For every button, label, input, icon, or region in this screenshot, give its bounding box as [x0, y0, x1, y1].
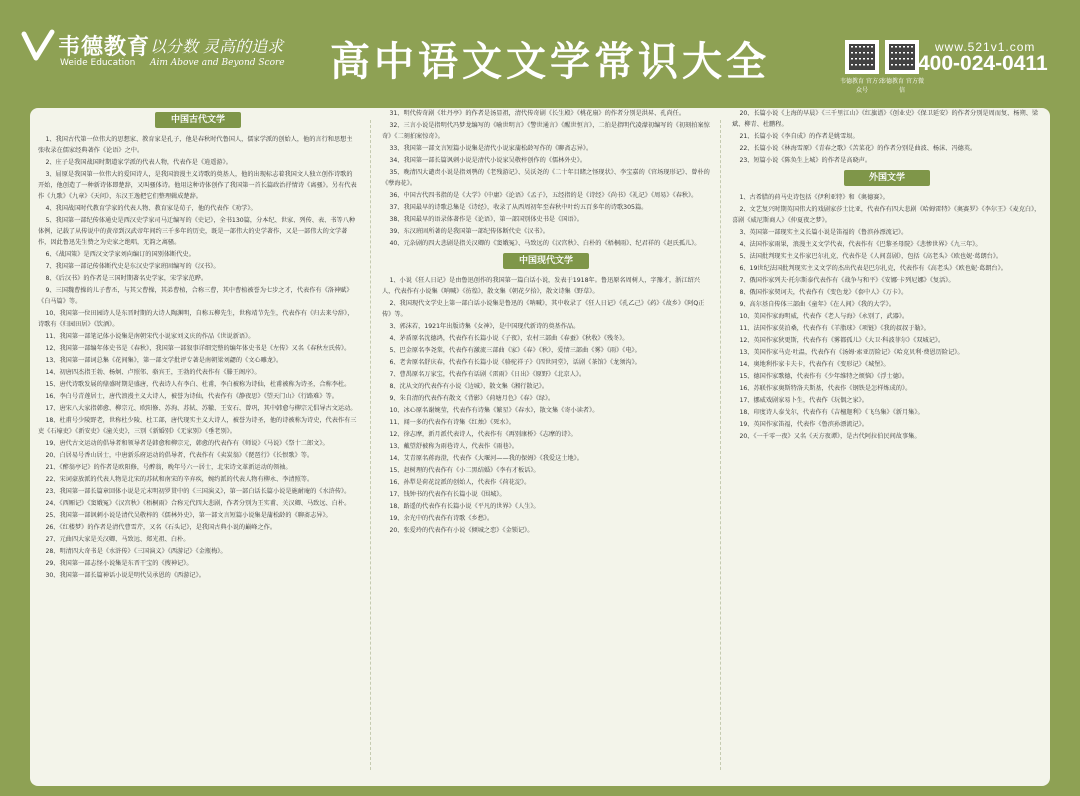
column-divider — [720, 120, 721, 770]
qr-code-icon — [845, 40, 879, 74]
list-item: 1、我国古代第一位伟大的思想家、教育家是孔子，他是春秋时代鲁国人，儒家学派的创始人，他的言行和思想主张收录在儒家经典著作《论语》之中。 — [38, 136, 353, 154]
list-item: 21、长篇小说《李自成》的作者是姚雪垠。 — [739, 133, 859, 140]
content-panel — [30, 108, 1050, 786]
list-item: 3、英国第一部现实主义长篇小说是笛福的《鲁滨孙漂流记》。 — [739, 229, 908, 236]
column-middle — [382, 108, 710, 778]
list-item: 16、李白号青莲居士，唐代浪漫主义大诗人，被誉为诗仙，代表作有《静夜思》《望天门山》《行路难》等。 — [45, 393, 338, 400]
brand-english-name: Weide Education — [60, 58, 136, 68]
phone-number[interactable]: 400-024-0411 — [918, 52, 1048, 75]
list-item: 3、屈原是我国第一位伟大的爱国诗人，是我国浪漫主义诗歌的奠基人，他的出现标志着我国文人独立创作诗歌的开始，他创造了一种新诗体即楚辞，又叫骚体诗。他用这种诗体创作了我国第一首长篇政治抒情诗《离骚》。另有代表作《九歌》《九章》《天问》，东汉王逸把它们整理辑成楚辞。 — [38, 171, 357, 200]
list-item: 9、三国魏曹操的儿子曹丕，与其父曹操，其弟曹植，合称三曹，其中曹植被誉为七步之才，代表作有《洛神赋》《白马篇》等。 — [38, 287, 353, 305]
list-item: 22、宋词豪放派的代表人物是北宋的苏轼和南宋的辛弃疾，婉约派的代表人物有柳永、李清照等。 — [45, 476, 314, 483]
list-item: 6、19世纪法国批判现实主义文学的杰出代表是巴尔扎克，代表作有《高老头》《欧也妮·葛朗台》。 — [739, 265, 1007, 272]
list-item: 8、俄国作家契诃夫，代表作有《变色龙》《套中人》《万卡》。 — [739, 289, 908, 296]
article-list — [38, 134, 358, 581]
list-item: 12、英国作家狄更斯，代表作有《雾都孤儿》《大卫·科波菲尔》《双城记》。 — [739, 337, 945, 344]
qr-caption: 韦德教育 官方公众号 — [840, 78, 884, 94]
list-item: 5、我国第一部纪传体通史是西汉史学家司马迁编写的《史记》，全书130篇，分本纪、世家、列传、表、书等八种体例，记载了从传说中的黄帝到汉武帝年间约三千多年的历史，既是一部伟大的史学著作，又是一部伟大的文学著作，因此鲁迅先生赞之为史家之绝唱，无韵之离骚。 — [38, 217, 356, 246]
list-item: 19、余光中的代表作有诗歌《乡愁》。 — [389, 515, 494, 522]
list-item: 9、朱自清的代表作有散文《背影》《荷塘月色》《春》《绿》。 — [389, 395, 555, 402]
list-item: 29、我国第一部志怪小说集是东晋干宝的《搜神记》。 — [45, 560, 193, 567]
list-item: 19、英国作家笛福，代表作《鲁滨孙漂流记》。 — [739, 421, 868, 428]
list-item: 13、我国第一部词总集《花间集》，第一部文学批评专著是南朝梁刘勰的《文心雕龙》。 — [45, 357, 283, 364]
list-item: 33、我国第一部文言短篇小说集是清代小说家蒲松龄写作的《聊斋志异》。 — [389, 145, 593, 152]
section-heading-foreign: 外国文学 — [844, 170, 930, 186]
list-item: 14、奥地利作家卡夫卡，代表作有《变形记》《城堡》。 — [739, 361, 890, 368]
list-item: 1、古希腊的荷马史诗包括《伊利亚特》和《奥德赛》。 — [739, 194, 889, 201]
list-item: 16、孙犁是荷花淀派的创始人，代表作《荷花淀》。 — [389, 479, 531, 486]
list-item: 15、德国作家歌德，代表作有《少年维特之烦恼》《浮士德》。 — [739, 373, 909, 380]
article-list — [382, 275, 710, 536]
list-item: 30、我国第一部长篇神话小说是明代吴承恩的《西游记》。 — [45, 572, 205, 579]
list-item: 25、我国第一部讽刺小说是清代吴敬梓的《儒林外史》，第一部文言短篇小说集是蒲松龄的《聊斋志异》。 — [45, 512, 332, 519]
list-item: 15、赵树理的代表作有《小二黑结婚》《李有才板话》。 — [389, 467, 540, 474]
list-item: 35、晚清四大谴责小说是指刘鹗的《老残游记》、吴沃尧的《二十年目睹之怪现状》、李宝嘉的《官场现形记》、曾朴的《孽海花》。 — [382, 169, 710, 187]
list-item: 39、东汉班固所著的是我国第一部纪传体断代史《汉书》。 — [389, 228, 549, 235]
list-item: 28、明清四大奇书是《水浒传》《三国演义》《西游记》《金瓶梅》。 — [45, 548, 227, 555]
list-item: 8、沈从文的代表作有小说《边城》，散文集《湘行散记》。 — [389, 383, 549, 390]
article-list — [732, 192, 1042, 442]
list-item: 27、元曲四大家是关汉卿、马致远、郑光祖、白朴。 — [45, 536, 190, 543]
list-item: 8、《后汉书》的作者是三国时期著名史学家，宋学家范晔。 — [45, 275, 208, 282]
list-item: 37、我国最早的诗歌总集是《诗经》，收录了从西周初年至春秋中叶约五百多年的诗歌305篇。 — [389, 204, 648, 211]
website-url[interactable]: www.521v1.com — [935, 40, 1036, 54]
list-item: 1、小说《狂人日记》是由鲁迅创作的我国第一篇白话小说，发表于1918年。鲁迅原名周树人，字豫才，浙江绍兴人，代表作有小说集《呐喊》《彷徨》，散文集《朝花夕拾》，散文诗集《野草》。 — [382, 277, 700, 295]
list-item: 18、印度诗人泰戈尔，代表作有《吉檀迦利》《飞鸟集》《新月集》。 — [739, 409, 924, 416]
list-item: 10、我国第一位田园诗人是东晋时期的大诗人陶渊明，自称五柳先生，世称靖节先生，代表作有《归去来兮辞》，诗歌有《归园田居》《饮酒》。 — [38, 310, 354, 328]
list-item: 15、唐代诗歌发展的鼎盛时期是盛唐，代表诗人有李白、杜甫，李白被称为诗仙，杜甫被称为诗圣，合称李杜。 — [45, 381, 351, 388]
column-ancient — [38, 108, 358, 778]
list-item: 5、法国批判现实主义作家巴尔扎克，代表作是《人间喜剧》，包括《高老头》《欧也妮·葛朗台》。 — [739, 253, 1003, 260]
section-heading-modern: 中国现代文学 — [503, 253, 589, 269]
list-item: 13、美国作家马克·吐温，代表作有《汤姆·索亚历险记》《哈克贝利·费恩历险记》。 — [739, 349, 964, 356]
list-item: 11、我国第一部笔记体小说集是南朝宋代小说家刘义庆的作品《世说新语》。 — [45, 333, 255, 340]
article-list — [732, 108, 1042, 166]
column-divider — [370, 120, 371, 770]
list-item: 17、钱钟书的代表作有长篇小说《围城》。 — [389, 491, 506, 498]
column-foreign — [732, 108, 1042, 778]
list-item: 4、法国作家雨果，浪漫主义文学代表，代表作有《巴黎圣母院》《悲惨世界》《九三年》。 — [739, 241, 982, 248]
brand-logo-icon — [20, 28, 56, 64]
list-item: 16、苏联作家奥斯特洛夫斯基，代表作《钢铁是怎样炼成的》。 — [739, 385, 912, 392]
page-title: 高中语文文学常识大全 — [330, 39, 770, 85]
list-item: 34、我国第一部长篇讽刺小说是清代小说家吴敬梓创作的《儒林外史》。 — [389, 157, 587, 164]
header-banner — [0, 0, 1080, 100]
list-item: 2、庄子是我国战国时期道家学派的代表人物，代表作是《逍遥游》。 — [45, 159, 232, 166]
article-list — [382, 108, 710, 249]
list-item: 7、曹禺原名万家宝，代表作有话剧《雷雨》《日出》《原野》《北京人》。 — [389, 371, 586, 378]
list-item: 10、冰心原名谢婉莹，代表作有诗集《繁星》《春水》，散文集《寄小读者》。 — [389, 407, 599, 414]
list-item: 5、巴金原名李尧棠，代表作有激流三部曲《家》《春》《秋》，爱情三部曲《雾》《雨》《电》。 — [389, 347, 641, 354]
section-heading-ancient: 中国古代文学 — [155, 112, 241, 128]
brand-slogan-english: Aim Above and Beyond Score — [150, 58, 285, 68]
list-item: 22、长篇小说《林海雪原》《青春之歌》《苦菜花》的作者分别是曲波、杨沫、冯德英。 — [739, 145, 977, 152]
list-item: 23、我国第一部长篇章回体小说是元末明初罗贯中的《三国演义》，第一部白话长篇小说是施耐庵的《水浒传》。 — [45, 488, 351, 495]
list-item: 2、我国现代文学史上第一部白话小说集是鲁迅的《呐喊》，其中收录了《狂人日记》《孔乙己》《药》《故乡》《阿Q正传》等。 — [382, 300, 705, 318]
list-item: 17、唐宋八大家指韩愈、柳宗元、欧阳修、苏洵、苏轼、苏辙、王安石、曾巩，其中韩愈与柳宗元倡导古文运动。 — [45, 405, 357, 412]
brand-slogan: 以分数 灵高的追求 — [150, 37, 284, 56]
list-item: 26、《红楼梦》的作者是清代曹雪芹，又名《石头记》，是我国古典小说的巅峰之作。 — [45, 524, 277, 531]
list-item: 24、《西厢记》《窦娥冤》《汉宫秋》《梧桐雨》合称元代四大悲剧，作者分别为王实甫、关汉卿、马致远、白朴。 — [45, 500, 351, 507]
brand-name: 韦德教育 — [58, 35, 151, 60]
list-item: 10、美国作家海明威，代表作《老人与海》《永别了，武器》。 — [739, 313, 909, 320]
list-item: 20、《一千零一夜》又名《天方夜谭》，是古代阿拉伯民间故事集。 — [739, 433, 921, 440]
list-item: 3、郭沫若，1921年出版诗集《女神》，是中国现代新诗的奠基作品。 — [389, 323, 580, 330]
list-item: 4、我国战国时代教育学家的代表人物、教育家是荀子，他的代表作《劝学》。 — [45, 205, 257, 212]
list-item: 36、中国古代四书指的是《大学》《中庸》《论语》《孟子》，五经指的是《诗经》《尚书》《礼记》《周易》《春秋》。 — [389, 192, 698, 199]
list-item: 7、我国第一部记传体断代史是东汉史学家班固编写的《汉书》。 — [45, 263, 220, 270]
list-item: 21、《醉翁亭记》的作者是欧阳修，号醉翁，晚年号六一居士，北宋诗文革新运动的领袖。 — [45, 464, 292, 471]
list-item: 13、戴望舒被称为雨巷诗人，代表作《雨巷》。 — [389, 443, 518, 450]
list-item: 40、元杂剧的四大悲剧是指关汉卿的《窦娥冤》、马致远的《汉宫秋》、白朴的《梧桐雨》、纪君祥的《赵氏孤儿》。 — [389, 240, 701, 247]
list-item: 31、明代传奇剧《牡丹亭》的作者是汤显祖，清代传奇剧《长生殿》《桃花扇》的作者分别是洪昇、孔尚任。 — [389, 110, 686, 117]
list-item: 20、白居易号香山居士，中唐新乐府运动的倡导者，代表作有《卖炭翁》《琵琶行》《长恨歌》等。 — [45, 452, 314, 459]
list-item: 20、长篇小说《上海的早晨》《三千里江山》《红旗谱》《创业史》《保卫延安》的作者分别是周而复、杨朔、梁斌、柳青、杜鹏程。 — [732, 110, 1039, 128]
qr-caption: 韦德教育 官方微信 — [880, 78, 924, 94]
list-item: 9、高尔基自传体三部曲《童年》《在人间》《我的大学》。 — [739, 301, 895, 308]
list-item: 2、文艺复兴时期英国伟大的戏剧家莎士比亚，代表作有四大悲剧《哈姆雷特》《奥赛罗》《李尔王》《麦克白》，喜剧《威尼斯商人》《仲夏夜之梦》。 — [732, 206, 1041, 224]
list-item: 18、杜甫号少陵野老，世称杜少陵、杜工部，唐代现实主义大诗人，被誉为诗圣，他的诗被称为诗史，代表作有三吏《石壕吏》《新安吏》《潼关吏》，三别《新婚别》《无家别》《垂老别》。 — [38, 417, 357, 435]
list-item: 11、法国作家莫泊桑，代表作有《羊脂球》《项链》《我的叔叔于勒》。 — [739, 325, 930, 332]
list-item: 6、《战国策》是西汉文学家刘向编订的国别体断代史。 — [45, 251, 195, 258]
list-item: 12、徐志摩，新月派代表诗人，代表作有《再别康桥》《志摩的诗》。 — [389, 431, 577, 438]
list-item: 19、唐代古文运动的倡导者和领导者是韩愈和柳宗元，韩愈的代表作有《师说》《马说》《祭十二郎文》。 — [45, 440, 329, 447]
list-item: 6、老舍原名舒庆春，代表作有长篇小说《骆驼祥子》《四世同堂》，话剧《茶馆》《龙须沟》。 — [389, 359, 641, 366]
list-item: 7、俄国作家列夫·托尔斯泰代表作有《战争与和平》《安娜·卡列尼娜》《复活》。 — [739, 277, 955, 284]
list-item: 4、茅盾原名沈德鸿，代表作有长篇小说《子夜》，农村三部曲《春蚕》《秋收》《残冬》。 — [389, 335, 629, 342]
list-item: 17、挪威戏剧家易卜生，代表作《玩偶之家》。 — [739, 397, 868, 404]
list-item: 11、闻一多的代表作有诗集《红烛》《死水》。 — [389, 419, 515, 426]
list-item: 38、我国最早的语录体著作是《论语》，第一部国别体史书是《国语》。 — [389, 216, 583, 223]
list-item: 18、路遥的代表作有长篇小说《平凡的世界》《人生》。 — [389, 503, 540, 510]
list-item: 20、张爱玲的代表作有小说《倾城之恋》《金锁记》。 — [389, 527, 534, 534]
list-item: 12、我国第一部编年体史书是《春秋》，我国第一部叙事详细完整的编年体史书是《左传》又名《春秋左氏传》。 — [45, 345, 351, 352]
list-item: 23、短篇小说《陈奂生上城》的作者是高晓声。 — [739, 157, 872, 164]
qr-code-icon — [885, 40, 919, 74]
list-item: 32、三言小说是指明代冯梦龙编写的《喻世明言》《警世通言》《醒世恒言》，二拍是指明代凌濛初编写的《初刻拍案惊奇》《二刻拍案惊奇》。 — [382, 122, 710, 140]
list-item: 14、初唐四杰指王勃、杨炯、卢照邻、骆宾王，王勃的代表作有《滕王阁序》。 — [45, 369, 261, 376]
list-item: 14、艾青原名蒋海澄，代表作《大堰河——我的保姆》《我爱这土地》。 — [389, 455, 583, 462]
